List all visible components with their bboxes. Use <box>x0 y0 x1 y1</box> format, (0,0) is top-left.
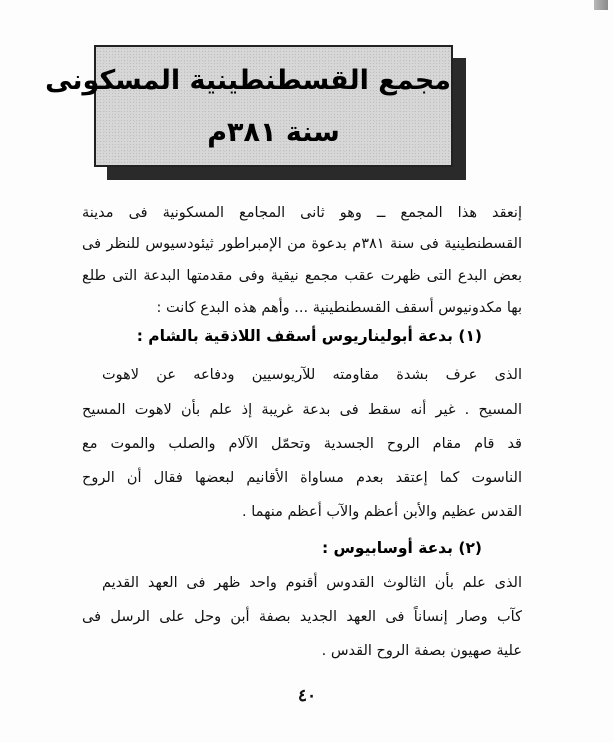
section2-line: الذى علم بأن الثالوث القدوس أقنوم واحد ظهر فى العهد القديم <box>102 575 522 591</box>
section1-line: الذى عرف بشدة مقاومته للآريوسيين ودفاعه عن لاهوت <box>102 367 522 383</box>
intro-line: بها مكدونيوس أسقف القسطنطينية ... وأهم هذه البدع كانت : <box>156 300 522 316</box>
section2-line: علية صهيون بصفة الروح القدس . <box>321 643 522 659</box>
intro-line: إنعقد هذا المجمع ــ وهو ثانى المجامع المسكونية فى مدينة <box>82 205 522 221</box>
intro-line: القسطنطينية فى سنة ٣٨١م بدعوة من الإمبراطور ثيئودسيوس للنظر فى <box>82 236 522 252</box>
page-number: ٤٠ <box>297 686 317 706</box>
intro-line: بعض البدع التى ظهرت عقب مجمع نيقية وفى مقدمتها البدعة التى طلع <box>82 268 522 284</box>
section1-line: الناسوت كما إعتقد بعدم مساواة الأقانيم لبعضها فقال أن الروح <box>82 470 522 486</box>
section1-line: القدس عظيم والأبن أعظم والآب أعظم منهما . <box>242 504 522 520</box>
title-box <box>45 45 453 167</box>
section1-line: قد قام مقام الروح الجسدية وتحمّل الآلام والصلب والموت مع <box>82 436 522 452</box>
section-heading-1: (١) بدعة أبوليناريوس أسقف اللاذقية بالشام : <box>136 327 482 345</box>
scan-corner-mark <box>594 0 608 10</box>
section-heading-2: (٢) بدعة أوسابيوس : <box>321 539 482 557</box>
section1-line: المسيح . غير أنه سقط فى بدعة غريبة إذ علم بأن لاهوت المسيح <box>82 402 522 418</box>
section2-line: كآب وصار إنساناً فى العهد الجديد بصفة أبن وحل على الرسل فى <box>82 609 522 625</box>
page-subtitle-year: سنة ٣٨١م <box>207 117 340 148</box>
page-title: مجمع القسطنطينية المسكونى <box>45 65 451 96</box>
